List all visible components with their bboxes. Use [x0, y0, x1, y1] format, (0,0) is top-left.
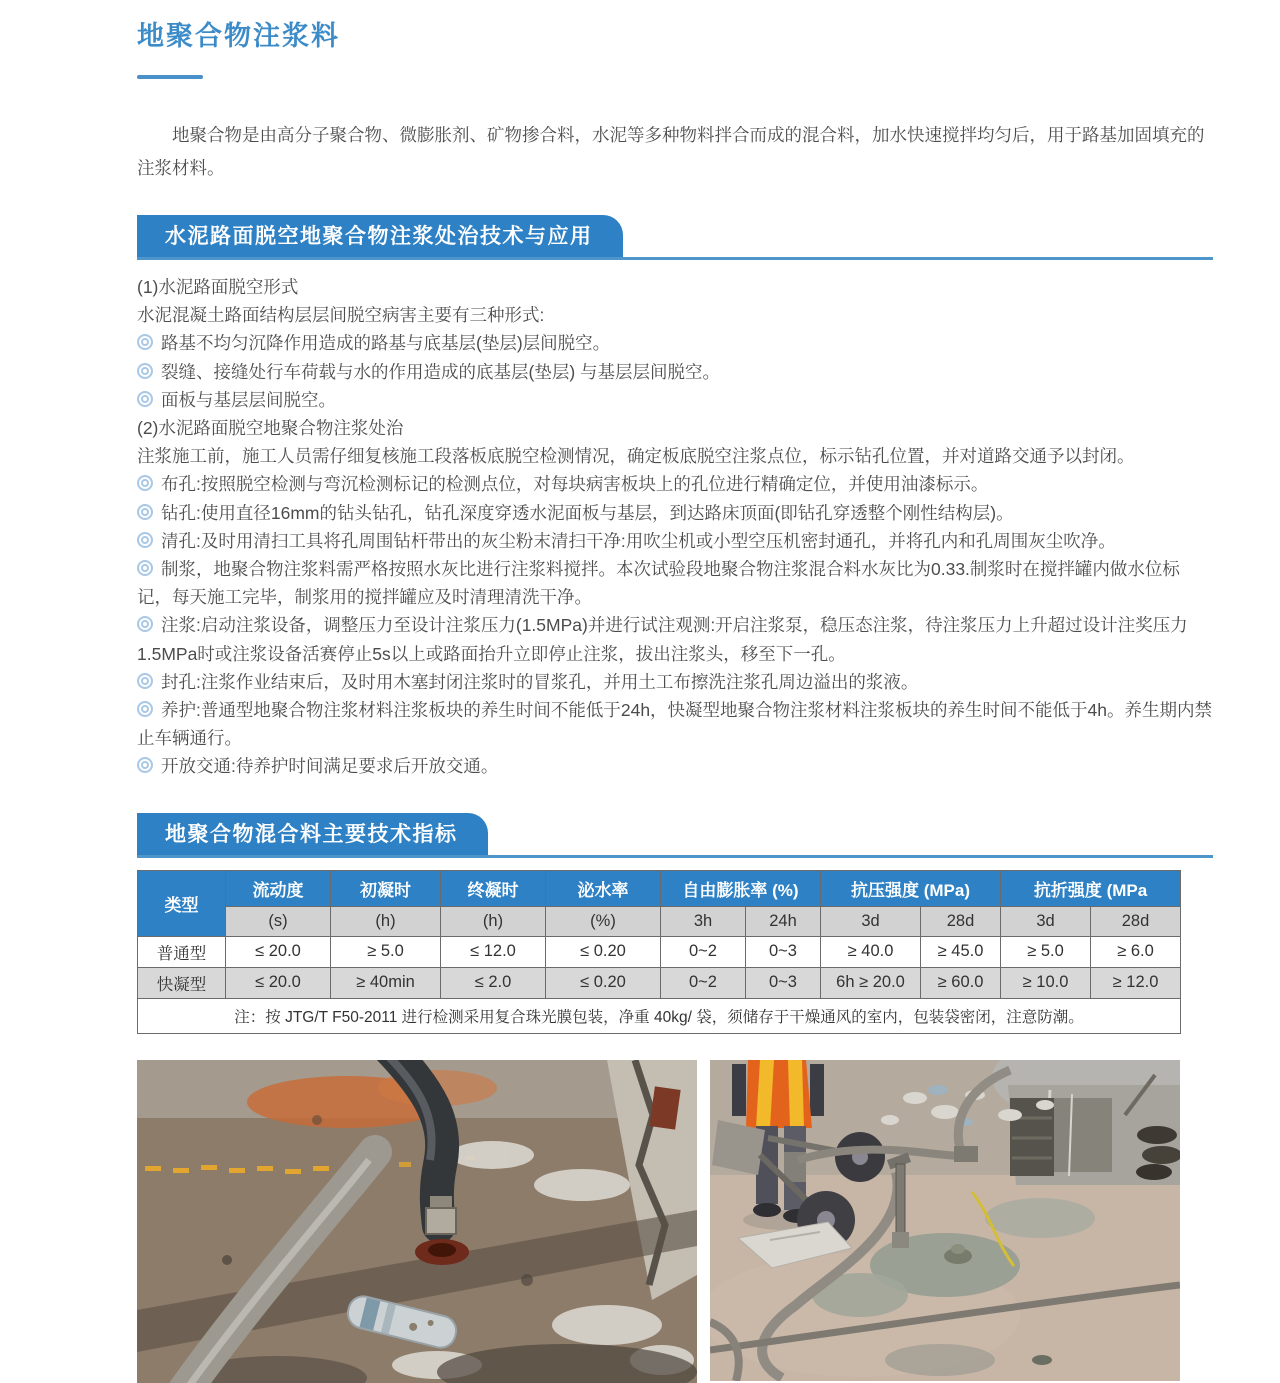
bullseye-bullet-icon	[137, 560, 153, 576]
table-header-type: 类型	[138, 870, 226, 936]
bullet-item-text: 制浆，地聚合物注浆料需严格按照水灰比进行注浆料搅拌。本次试验段地聚合物注浆混合料水灰比为0.33.制浆时在搅拌罐内做水位标记，每天施工完毕，制浆用的搅拌罐应及时清理清洗干净。	[137, 559, 1180, 608]
table-cell: 0~2	[661, 936, 746, 967]
intro-paragraph: 地聚合物是由高分子聚合物、微膨胀剂、矿物掺合料，水泥等多种物料拌合而成的混合料，加水快速搅拌均匀后，用于路基加固填充的注浆材料。	[137, 125, 1205, 178]
table-subheader-cell: (%)	[546, 906, 661, 936]
table-cell: ≥ 10.0	[1001, 967, 1091, 998]
table-subheader-cell: 24h	[746, 906, 821, 936]
bullet-item-text: 裂缝、接缝处行车荷载与水的作用造成的底基层(垫层) 与基层层间脱空。	[161, 361, 721, 382]
bullet-item-text: 路基不均匀沉降作用造成的路基与底基层(垫层)层间脱空。	[161, 333, 611, 354]
bullseye-bullet-icon	[137, 334, 153, 350]
bullseye-bullet-icon	[137, 504, 153, 520]
table-cell: 0~3	[746, 967, 821, 998]
photo-grouting-site	[710, 1060, 1180, 1381]
table-cell: 6h ≥ 20.0	[821, 967, 921, 998]
bullet-item	[137, 611, 1213, 667]
table-subheader-cell: 3d	[1001, 906, 1091, 936]
bullseye-bullet-icon	[137, 532, 153, 548]
bullet-item-text: 注浆:启动注浆设备，调整压力至设计注浆压力(1.5MPa)并进行试注观测:开启注浆泵，稳压态注浆，待注浆压力上升超过设计注奖压力1.5MPa时或注浆设备活赛停止5s以上或路面抬升立即停止注浆，拔出注浆头，移至下一孔。	[137, 615, 1188, 664]
text-line	[137, 301, 1213, 329]
table-subheader-cell: 28d	[1091, 906, 1181, 936]
bullseye-bullet-icon	[137, 701, 153, 717]
table-subheader-cell: 3d	[821, 906, 921, 936]
spec-table	[137, 870, 1181, 1034]
bullseye-bullet-icon	[137, 757, 153, 773]
bullet-item-text: 养护:普通型地聚合物注浆材料注浆板块的养生时间不能低于24h，快凝型地聚合物注浆材料注浆板块的养生时间不能低于4h。养生期内禁止车辆通行。	[137, 700, 1213, 749]
table-cell: 0~3	[746, 936, 821, 967]
bullet-item	[137, 358, 1213, 386]
table-header-cell: 抗折强度 (MPa	[1001, 870, 1181, 906]
table-row	[138, 967, 1181, 998]
bullet-item	[137, 329, 1213, 357]
table-cell: ≥ 45.0	[921, 936, 1001, 967]
photo-injection-port	[137, 1060, 697, 1383]
bullseye-bullet-icon	[137, 673, 153, 689]
table-cell: ≤ 12.0	[441, 936, 546, 967]
bullet-item	[137, 499, 1213, 527]
bullseye-bullet-icon	[137, 391, 153, 407]
table-header-cell: 自由膨胀率 (%)	[661, 870, 821, 906]
table-subheader-cell: 28d	[921, 906, 1001, 936]
table-subheader-cell: (h)	[331, 906, 441, 936]
text-line-content: (2)水泥路面脱空地聚合物注浆处治	[137, 418, 404, 439]
bullet-item	[137, 386, 1213, 414]
section2-banner-row	[137, 813, 1213, 858]
table-cell: ≥ 40min	[331, 967, 441, 998]
text-line-content: 注浆施工前，施工人员需仔细复核施工段落板底脱空检测情况，确定板底脱空注浆点位，标示钻孔位置，并对道路交通予以封闭。	[137, 446, 1135, 467]
table-header-cell: 泌水率	[546, 870, 661, 906]
bullet-item-text: 开放交通:待养护时间满足要求后开放交通。	[161, 756, 499, 777]
text-line-content: (1)水泥路面脱空形式	[137, 277, 299, 297]
bullseye-bullet-icon	[137, 616, 153, 632]
table-cell: ≤ 2.0	[441, 967, 546, 998]
bullet-item-text: 布孔:按照脱空检测与弯沉检测标记的检测点位，对每块病害板块上的孔位进行精确定位，并使用油漆标示。	[161, 474, 989, 495]
grout-pipe	[896, 1164, 905, 1238]
photo-row	[137, 1060, 1213, 1383]
table-header-cell: 终凝时	[441, 870, 546, 906]
bullet-item-text: 封孔:注浆作业结束后，及时用木塞封闭注浆时的冒浆孔，并用土工布擦洗注浆孔周边溢出的浆液。	[161, 671, 919, 692]
table-header-cell: 初凝时	[331, 870, 441, 906]
bullet-item	[137, 752, 1213, 780]
table-cell: ≤ 0.20	[546, 936, 661, 967]
table-note-row	[138, 998, 1181, 1033]
section2-banner: 地聚合物混合料主要技术指标	[137, 813, 488, 855]
page-title: 地聚合物注浆料	[137, 21, 340, 51]
table-cell: ≤ 20.0	[226, 967, 331, 998]
table-subheader-row	[138, 906, 1181, 936]
text-line-content: 水泥混凝土路面结构层层间脱空病害主要有三种形式:	[137, 305, 545, 326]
title-underline	[137, 75, 203, 79]
table-row	[138, 936, 1181, 967]
table-cell: ≥ 5.0	[1001, 936, 1091, 967]
table-cell: ≥ 5.0	[331, 936, 441, 967]
bullet-item	[137, 555, 1213, 611]
text-line	[137, 442, 1213, 470]
bullet-item-text: 清孔:及时用清扫工具将孔周围钻杆带出的灰尘粉末清扫干净:用吹尘机或小型空压机密封通孔，并将孔内和孔周围灰尘吹净。	[161, 530, 1116, 551]
table-subheader-cell: (s)	[226, 906, 331, 936]
bullseye-bullet-icon	[137, 363, 153, 379]
bullet-item	[137, 527, 1213, 555]
row-label: 普通型	[138, 936, 226, 967]
table-cell: 0~2	[661, 967, 746, 998]
text-line	[137, 273, 1213, 301]
bullet-item	[137, 668, 1213, 696]
table-cell: ≤ 20.0	[226, 936, 331, 967]
table-note: 注：按 JTG/T F50-2011 进行检测采用复合珠光膜包装，净重 40kg/ 袋，须储存于干燥通风的室内，包装袋密闭，注意防潮。	[138, 998, 1181, 1033]
table-header-cell: 流动度	[226, 870, 331, 906]
bullet-item-text: 钻孔:使用直径16mm的钻头钻孔，钻孔深度穿透水泥面板与基层，到达路床顶面(即钻孔穿透整个刚性结构层)。	[161, 502, 1014, 523]
table-cell: ≥ 6.0	[1091, 936, 1181, 967]
section1-banner-row	[137, 215, 1213, 260]
section1-banner: 水泥路面脱空地聚合物注浆处治技术与应用	[137, 215, 623, 257]
section1-body	[137, 273, 1213, 781]
table-subheader-cell: 3h	[661, 906, 746, 936]
row-label: 快凝型	[138, 967, 226, 998]
table-cell: ≥ 60.0	[921, 967, 1001, 998]
hose-fitting	[426, 1208, 456, 1234]
table-subheader-cell: (h)	[441, 906, 546, 936]
bullet-item-text: 面板与基层层间脱空。	[161, 389, 336, 410]
table-header-cell: 抗压强度 (MPa)	[821, 870, 1001, 906]
bullet-item	[137, 470, 1213, 498]
table-cell: ≥ 12.0	[1091, 967, 1181, 998]
table-cell: ≥ 40.0	[821, 936, 921, 967]
text-line	[137, 414, 1213, 442]
bullet-item	[137, 696, 1213, 752]
table-header-row	[138, 870, 1181, 906]
table-cell: ≤ 0.20	[546, 967, 661, 998]
bullseye-bullet-icon	[137, 475, 153, 491]
